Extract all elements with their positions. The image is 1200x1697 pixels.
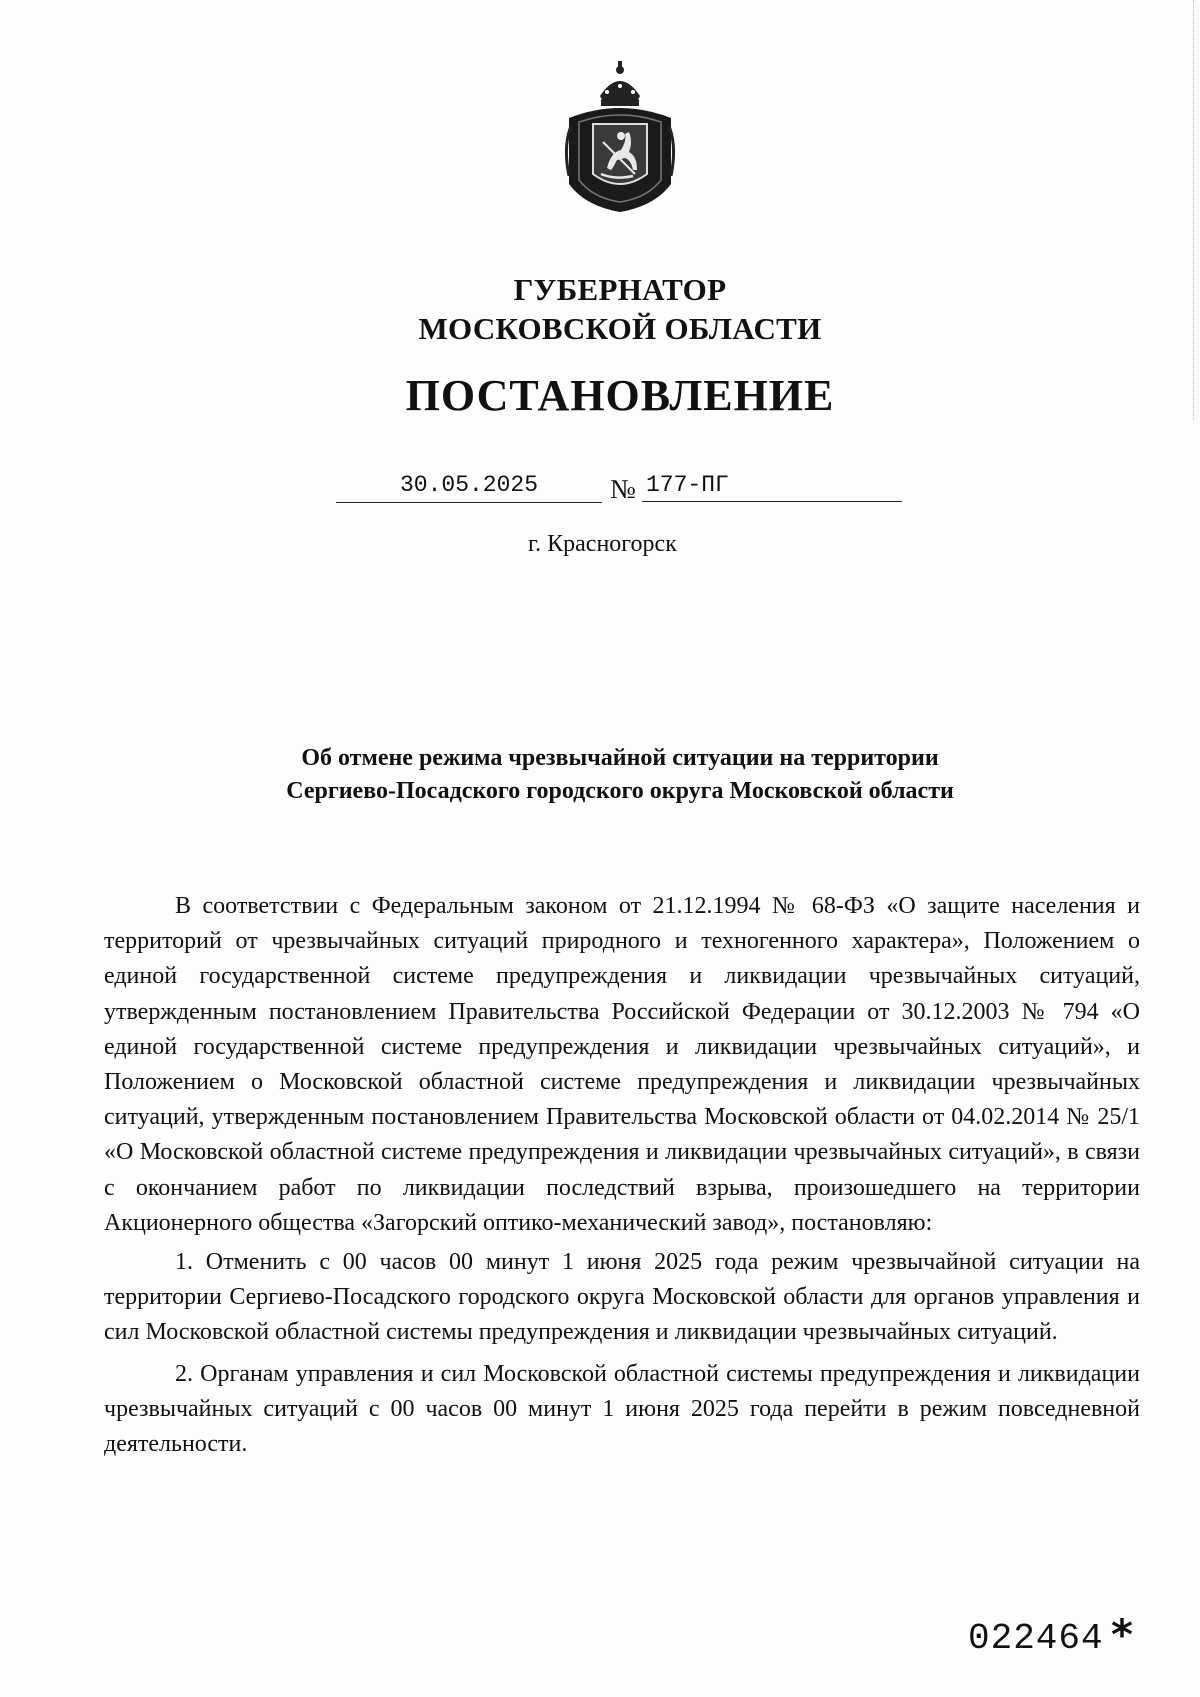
issuer-line-1: ГУБЕРНАТОР [513,272,727,307]
issue-city: г. Красногорск [528,531,677,557]
document-subject [0,742,1200,808]
document-type-title: ПОСТАНОВЛЕНИЕ [405,371,835,420]
resolution-item-1: 1. Отменить с 00 часов 00 минут 1 июня 2025 года режим чрезвычайной ситуации на территории Сергиево-Посадского городского округа Московской области для органов управления и сил Московской областной системы предупреждения и ликвидации чрезвычайных ситуаций. [104,1249,1140,1346]
document-date: 30.05.2025 [336,470,602,503]
issuer-name [0,270,1200,348]
moscow-oblast-coat-of-arms-icon [555,56,685,214]
serial-number: 022464 [968,1618,1104,1659]
scan-edge-line [1193,0,1195,420]
subject-line-2: Сергиево-Посадского городского округа Московской области [286,778,954,804]
resolution-item-2: 2. Органам управления и сил Московской областной системы предупреждения и ликвидации чрезвычайных ситуаций с 00 часов 00 минут 1 июня 2025 года перейти в режим повседневной деятельности. [104,1360,1140,1458]
document-body [104,889,1140,1462]
number-sign: № [610,474,636,504]
serial-asterisk-icon: * [1111,1610,1133,1659]
subject-line-1: Об отмене режима чрезвычайной ситуации на территории [301,745,939,771]
document-number: 177-ПГ [642,470,902,502]
preamble-paragraph: В соответствии с Федеральным законом от 21.12.1994 № 68-ФЗ «О защите населения и территорий от чрезвычайных ситуаций природного и техногенного характера», Положением о единой государственной системе предупреждения и ликвидации чрезвычайных ситуаций, утвержденным постановлением Правительства Российской Федерации от 30.12.2003 № 794 «О единой государственной системе предупреждения и ликвидации чрезвычайных ситуаций», и Положением о Московской областной системе предупреждения и ликвидации чрезвычайных ситуаций, утвержденным постановлением Правительства Московской области от 04.02.2014 № 25/1 «О Московской областной системе предупреждения и ликвидации чрезвычайных ситуаций», в связи с окончанием работ по ликвидации последствий взрыва, произошедшего на территории Акционерного общества «Загорский оптико-механический завод», постановляю: [104,893,1140,1236]
issuer-line-2: МОСКОВСКОЙ ОБЛАСТИ [418,311,822,346]
